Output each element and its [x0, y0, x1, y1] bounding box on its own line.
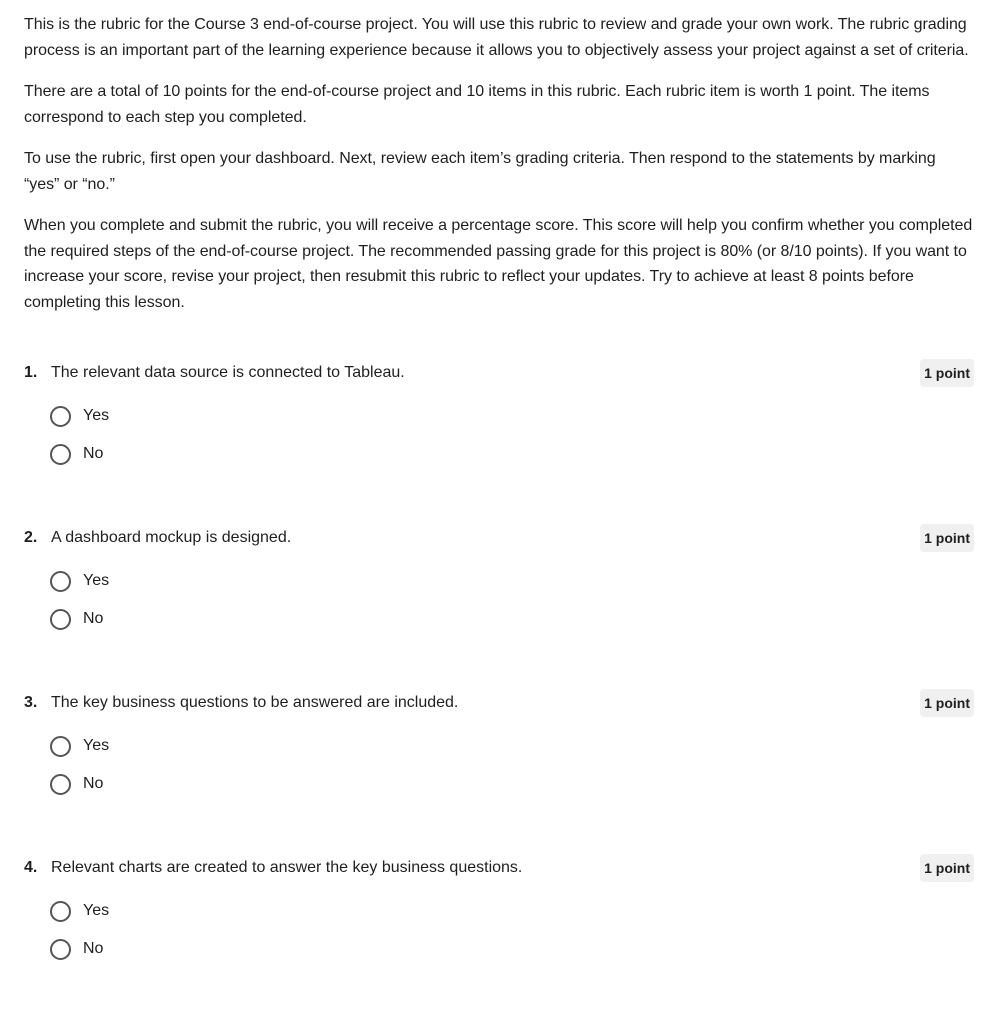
question-header — [24, 689, 974, 717]
question-4 — [24, 854, 974, 1019]
rubric-instructions — [24, 12, 974, 315]
intro-paragraph: This is the rubric for the Course 3 end-of-course project. You will use this rubric to review and grade your own work. The rubric grading process is an important part of the learning experience because it allows you to objectively assess your project against a set of criteria. — [24, 16, 969, 59]
question-number: 4. — [24, 859, 38, 876]
radio-button[interactable] — [50, 406, 71, 427]
option-no[interactable] — [50, 443, 974, 465]
radio-button[interactable] — [50, 609, 71, 630]
option-yes[interactable] — [50, 900, 974, 922]
option-no[interactable] — [50, 773, 974, 795]
answer-options — [24, 900, 974, 960]
option-yes[interactable] — [50, 570, 974, 592]
option-label: No — [83, 610, 104, 627]
option-no[interactable] — [50, 938, 974, 960]
question-header — [24, 359, 974, 387]
radio-button[interactable] — [50, 444, 71, 465]
radio-button[interactable] — [50, 736, 71, 757]
question-list — [24, 359, 974, 1019]
intro-paragraph: There are a total of 10 points for the end-of-course project and 10 items in this rubric. Each rubric item is worth 1 point. The items correspond to each step you completed. — [24, 83, 930, 126]
radio-button[interactable] — [50, 901, 71, 922]
answer-options — [24, 405, 974, 465]
option-label: No — [83, 445, 104, 462]
radio-button[interactable] — [50, 774, 71, 795]
question-text: The relevant data source is connected to Tableau. — [51, 364, 405, 381]
question-number: 3. — [24, 694, 38, 711]
option-label: No — [83, 775, 104, 792]
option-yes[interactable] — [50, 735, 974, 757]
option-label: Yes — [83, 737, 110, 754]
points-badge: 1 point — [920, 359, 974, 387]
option-label: Yes — [83, 572, 110, 589]
radio-button[interactable] — [50, 939, 71, 960]
question-text: A dashboard mockup is designed. — [51, 529, 292, 546]
answer-options — [24, 570, 974, 630]
question-number: 2. — [24, 529, 38, 546]
intro-paragraph: When you complete and submit the rubric, you will receive a percentage score. This score will help you confirm whether you completed the required steps of the end-of-course project. The recommended passing grade for this project is 80% (or 8/10 points). If you want to increase your score, revise your project, then resubmit this rubric to reflect your updates. Try to achieve at least 8 points before completing this lesson. — [24, 217, 973, 311]
answer-options — [24, 735, 974, 795]
question-header — [24, 854, 974, 882]
option-label: Yes — [83, 407, 110, 424]
question-number: 1. — [24, 364, 38, 381]
question-1 — [24, 359, 974, 524]
intro-paragraph: To use the rubric, first open your dashboard. Next, review each item’s grading criteria. Then respond to the statements by marking “yes” or “no.” — [24, 150, 936, 193]
question-text: Relevant charts are created to answer the key business questions. — [51, 859, 523, 876]
option-no[interactable] — [50, 608, 974, 630]
option-yes[interactable] — [50, 405, 974, 427]
radio-button[interactable] — [50, 571, 71, 592]
option-label: Yes — [83, 902, 110, 919]
option-label: No — [83, 940, 104, 957]
points-badge: 1 point — [920, 689, 974, 717]
question-3 — [24, 689, 974, 854]
points-badge: 1 point — [920, 524, 974, 552]
question-header — [24, 524, 974, 552]
question-text: The key business questions to be answered are included. — [51, 694, 459, 711]
question-2 — [24, 524, 974, 689]
points-badge: 1 point — [920, 854, 974, 882]
